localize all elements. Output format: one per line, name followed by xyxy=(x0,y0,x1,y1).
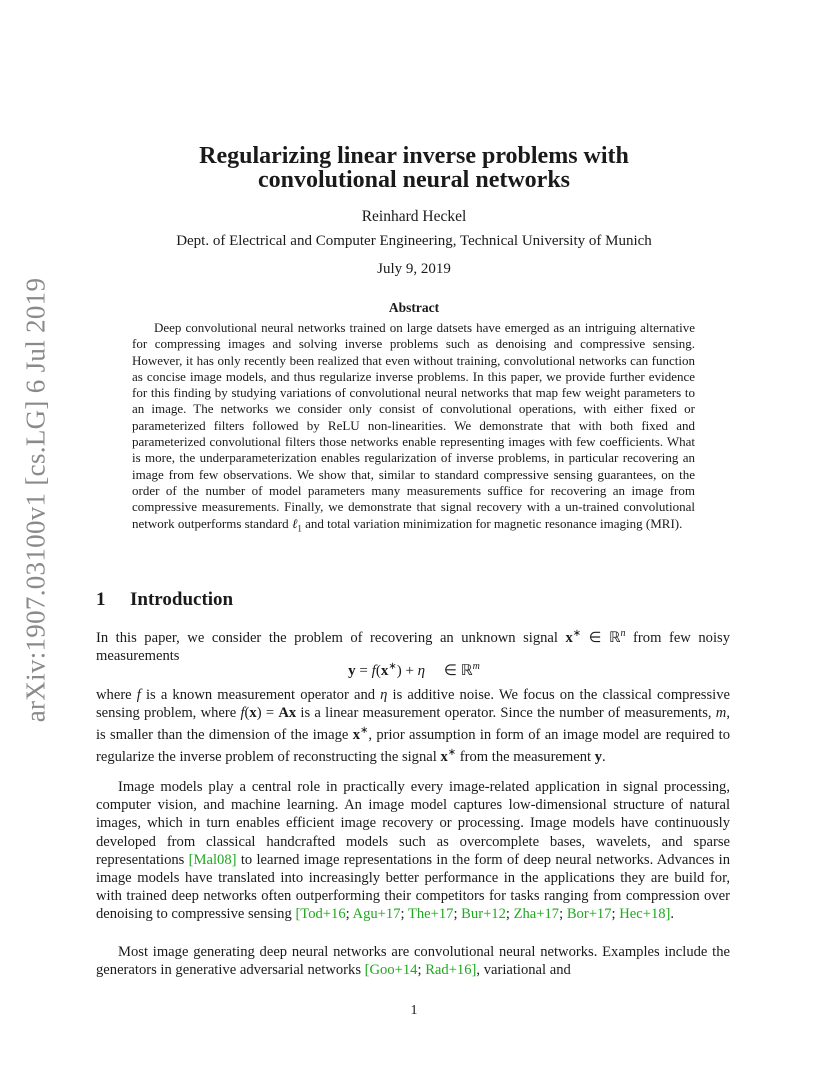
paper-title xyxy=(0,144,828,192)
section-heading-introduction xyxy=(96,589,233,611)
text-run: ; xyxy=(505,906,514,923)
text-run: is a linear measurement operator. Since the number of measurements, xyxy=(296,705,716,722)
text-run: from few noisy measurements xyxy=(96,629,730,665)
math-symbol: x xyxy=(565,629,573,646)
text-run: ( xyxy=(375,663,381,679)
l1-norm-subscript: 1 xyxy=(297,523,302,534)
text-run: ; xyxy=(417,962,426,979)
text-run: ) + xyxy=(396,663,418,679)
math-symbol: f xyxy=(240,705,245,722)
text-run: ; xyxy=(453,906,462,923)
text-run: ; xyxy=(611,906,620,923)
abstract-text-part-2: and total variation minimization for magnetic resonance imaging (MRI). xyxy=(301,515,683,531)
math-symbol: y xyxy=(348,663,356,679)
citation-link[interactable]: [Tod+16 xyxy=(295,906,346,923)
math-symbol: Ax xyxy=(278,705,297,722)
math-superscript: ∗ xyxy=(388,661,397,672)
text-run: is additive noise. We focus on the classical compressive sensing problem, where xyxy=(96,687,730,722)
section-title: Introduction xyxy=(130,589,234,610)
math-symbol: f xyxy=(371,663,376,679)
section-number: 1 xyxy=(96,589,106,610)
affiliation: Dept. of Electrical and Computer Engineering, Technical University of Munich xyxy=(176,233,652,249)
intro-paragraph-1 xyxy=(96,625,730,665)
math-symbol: m xyxy=(715,705,727,722)
math-symbol: y xyxy=(594,749,603,766)
abstract-heading: Abstract xyxy=(388,300,440,315)
text-run: In this paper, we consider the problem of recovering an unknown signal xyxy=(96,629,566,646)
text-run: ∈ ℝ xyxy=(425,663,473,679)
text-run: ; xyxy=(400,906,408,923)
arxiv-identifier: arXiv:1907.03100v1 [cs.LG] 6 Jul 2019 xyxy=(20,277,51,723)
text-run: ∈ ℝ xyxy=(581,629,621,646)
text-run: ; xyxy=(345,906,353,923)
citation-link[interactable]: [Goo+14 xyxy=(364,962,418,979)
math-superscript: ∗ xyxy=(359,725,369,737)
text-run: , is smaller than the dimension of the image xyxy=(96,705,730,744)
citation-link[interactable]: Bor+17 xyxy=(566,906,612,923)
text-run: , prior assumption in form of an image model are required to regularize the inverse problem of reconstructing the signal xyxy=(96,727,730,766)
text-run: ( xyxy=(244,705,250,722)
text-run: ; xyxy=(559,906,567,923)
intro-paragraph-4 xyxy=(96,943,730,979)
citation-link[interactable]: Rad+16] xyxy=(425,962,477,979)
text-run: . xyxy=(670,906,675,923)
math-symbol: x xyxy=(352,727,360,744)
math-symbol: η xyxy=(417,663,426,679)
math-superscript: n xyxy=(620,628,626,639)
math-symbol: x xyxy=(440,749,448,766)
math-superscript: m xyxy=(472,661,480,672)
text-run: from the measurement xyxy=(456,749,595,766)
page-number: 1 xyxy=(410,1003,418,1018)
intro-paragraph-2 xyxy=(96,686,730,767)
title-line-2: convolutional neural networks xyxy=(257,167,571,193)
arxiv-sidebar xyxy=(14,277,58,723)
math-symbol: η xyxy=(380,687,388,703)
text-run: , variational and xyxy=(476,962,571,979)
text-run: Most image generating deep neural networks are convolutional neural networks. Examples include the generators in generative adversarial networks xyxy=(96,944,730,979)
text-run: . xyxy=(602,749,606,766)
math-symbol: x xyxy=(249,705,257,722)
intro-paragraph-3 xyxy=(96,778,730,924)
abstract-text-part-1: Deep convolutional neural networks trained on large datsets have emerged as an intriguing alternative for compressing images and solving inverse problems such as denoising and compressive sensing. However, it has only recently been realized that even without training, convolutional networks can function as concise image models, and thus regularize inverse problems. In this paper, we provide further evidence for this finding by studying variations of convolutional neural networks that map few weight parameters to an image. The networks we consider only consist of convolutional operations, with either fixed or parameterized filters followed by ReLU non-linearities. We demonstrate that with both fixed and parameterized convolutional filters those networks enable representing images with few coefficients. What is more, the underparameterization enables regularization of inverse problems, in particular recovering an image from few observations. We show that, similar to standard compressive sensing guarantees, on the order of the number of model parameters many measurements suffice for recovering an image from compressive measurements. Finally, we demonstrate that signal recovery with a un-trained convolutional network outperforms standard xyxy=(132,320,695,531)
text-run: to learned image representations in the form of deep neural networks. Advances in image models have translated into increasingly better performance in the applications they are build for, with trained deep networks often outperforming their competitors for tasks ranging from compression over denoising to compressive sensing xyxy=(96,851,730,923)
text-run: = xyxy=(355,663,372,679)
author-name: Reinhard Heckel xyxy=(361,208,467,225)
l1-norm-symbol: ℓ xyxy=(291,515,298,531)
text-run: where xyxy=(96,687,137,703)
text-run: Image models play a central role in practically every image-related application in signal processing, computer vision, and machine learning. An image model captures low-dimensional structure of natural images, which in turn enables efficient image recovery or processing. Image models have continuously developed from classical handcrafted models such as overcomplete bases, wavelets, and sparse representations xyxy=(96,779,730,868)
math-superscript: ∗ xyxy=(572,628,582,639)
citation-link[interactable]: Bur+12 xyxy=(461,906,506,923)
math-symbol: x xyxy=(380,663,389,679)
citation-link[interactable]: [Mal08] xyxy=(188,851,237,868)
citation-link[interactable]: Zha+17 xyxy=(513,906,560,923)
citation-link[interactable]: Agu+17 xyxy=(352,906,401,923)
text-run: is a known measurement operator and xyxy=(140,687,381,703)
math-superscript: ∗ xyxy=(447,747,457,759)
measurement-equation xyxy=(0,661,828,680)
math-symbol: f xyxy=(136,687,141,703)
citation-link[interactable]: The+17 xyxy=(407,906,454,923)
abstract-text xyxy=(132,320,695,536)
paper-date: July 9, 2019 xyxy=(377,261,451,277)
title-line-1: Regularizing linear inverse problems with xyxy=(199,143,629,169)
citation-link[interactable]: Hec+18] xyxy=(619,906,671,923)
text-run: ) = xyxy=(256,705,279,722)
